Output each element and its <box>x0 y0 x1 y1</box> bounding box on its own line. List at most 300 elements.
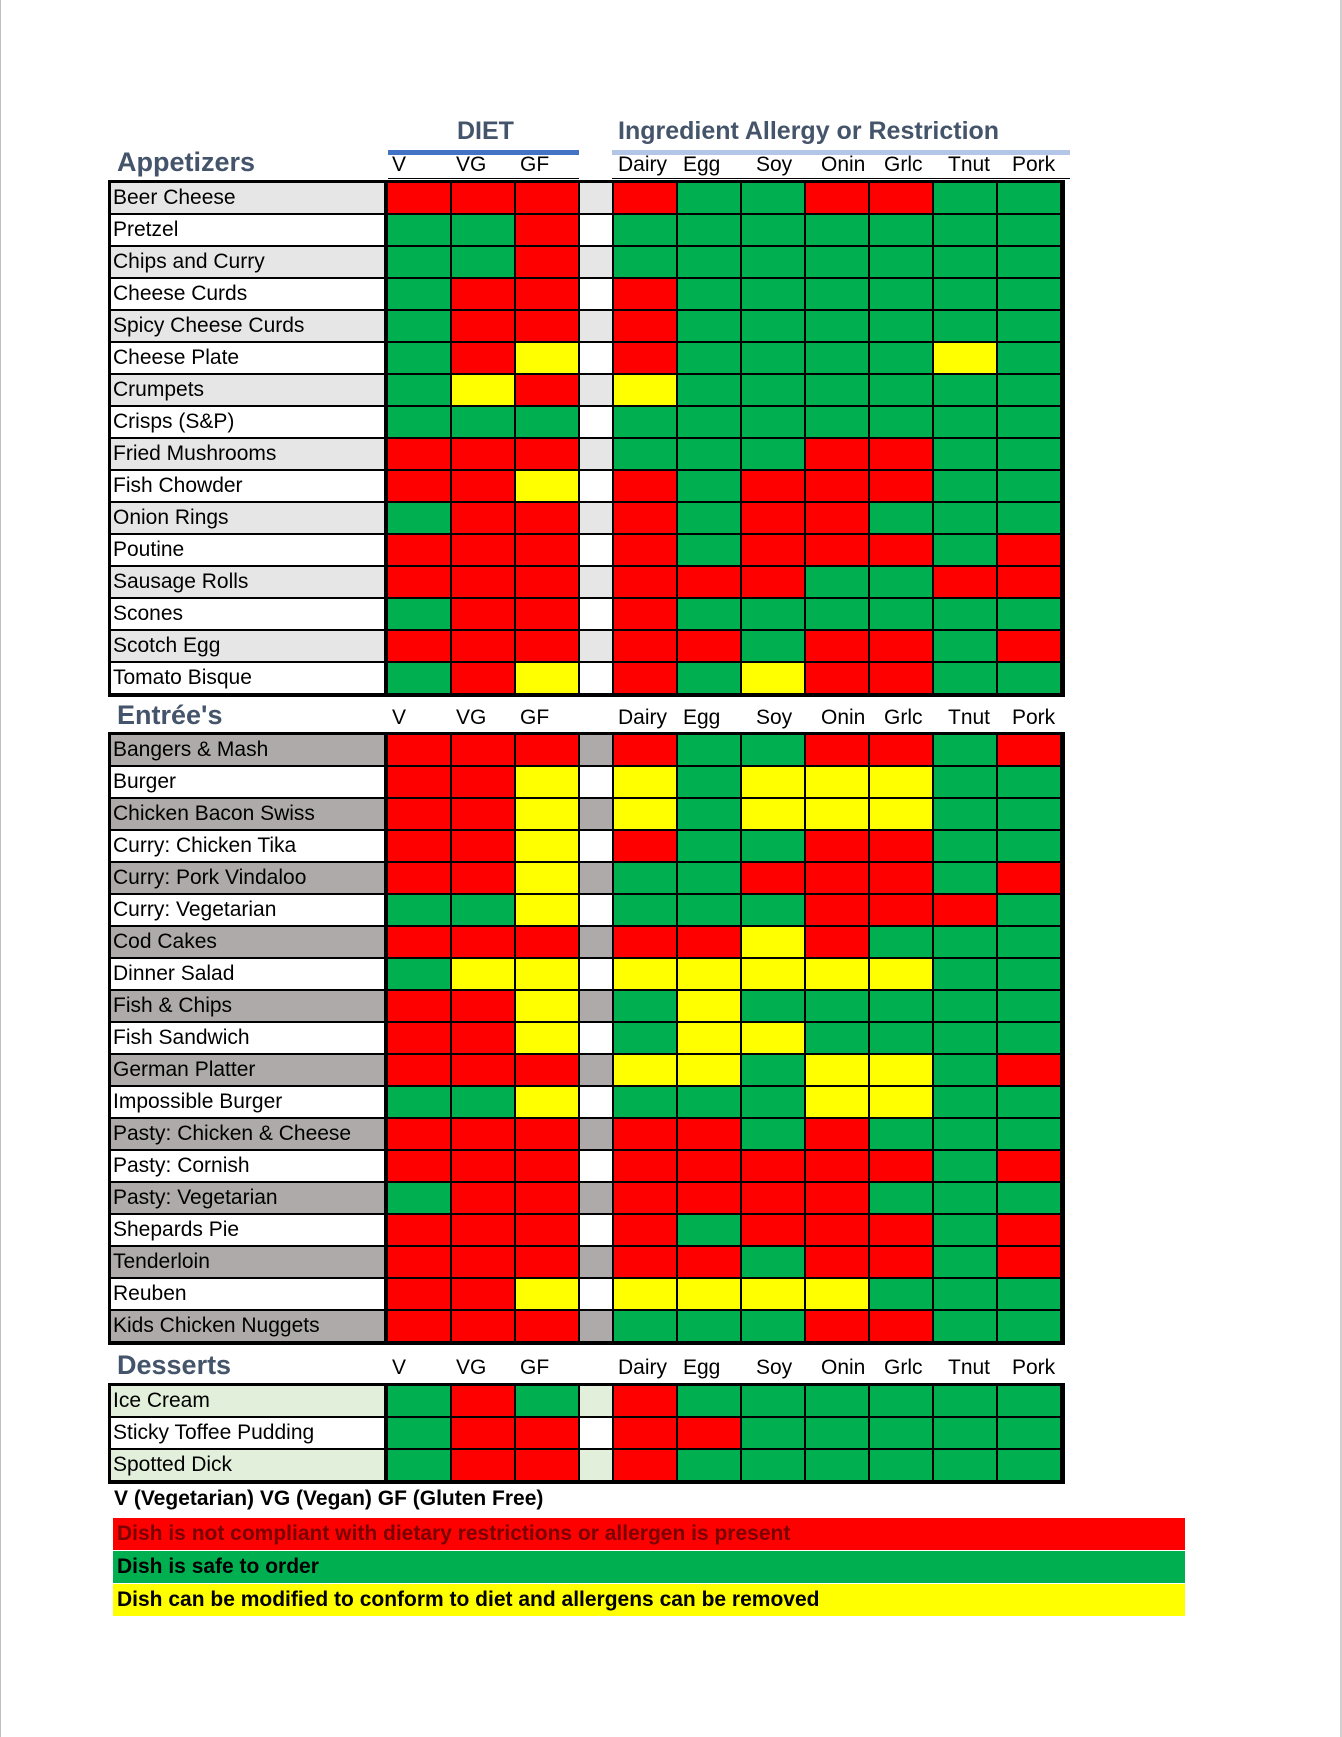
status-cell-green <box>614 895 676 925</box>
status-cell-red <box>452 735 514 765</box>
section-title: Appetizers <box>117 147 256 177</box>
status-cell-green <box>934 439 996 469</box>
status-cell-red <box>870 439 932 469</box>
status-cell-green <box>388 1386 450 1416</box>
spacer-cell <box>580 439 612 469</box>
status-cell-green <box>998 1311 1060 1341</box>
status-cell-red <box>870 735 932 765</box>
status-cell-red <box>678 1183 740 1213</box>
status-cell-red <box>806 663 868 693</box>
status-cell-red <box>678 631 740 661</box>
status-cell-green <box>934 183 996 213</box>
table-row <box>111 183 1062 213</box>
status-cell-red <box>388 439 450 469</box>
status-cell-red <box>452 631 514 661</box>
table-row <box>111 1023 1062 1053</box>
status-cell-yellow <box>870 767 932 797</box>
status-cell-red <box>388 991 450 1021</box>
status-cell-red <box>614 1151 676 1181</box>
table-row <box>111 799 1062 829</box>
status-cell-red <box>516 1151 578 1181</box>
status-cell-red <box>452 439 514 469</box>
status-cell-green <box>870 343 932 373</box>
spacer-cell <box>580 471 612 501</box>
column-header-dairy: Dairy <box>618 706 668 729</box>
status-cell-green <box>934 311 996 341</box>
status-cell-red <box>452 799 514 829</box>
status-cell-green <box>806 1023 868 1053</box>
table-row <box>111 279 1062 309</box>
status-cell-red <box>870 1311 932 1341</box>
status-cell-green <box>998 1087 1060 1117</box>
status-cell-red <box>452 1023 514 1053</box>
status-cell-red <box>388 631 450 661</box>
status-cell-green <box>806 311 868 341</box>
spacer-cell <box>580 895 612 925</box>
status-cell-green <box>742 631 804 661</box>
status-cell-red <box>516 599 578 629</box>
table-row <box>111 439 1062 469</box>
table-row <box>111 247 1062 277</box>
column-header-v: V <box>392 706 407 729</box>
spacer-cell <box>580 247 612 277</box>
column-header-vg: VG <box>456 153 487 176</box>
status-cell-green <box>934 799 996 829</box>
status-cell-red <box>806 471 868 501</box>
status-cell-green <box>678 895 740 925</box>
status-cell-red <box>614 535 676 565</box>
table-row <box>111 1279 1062 1309</box>
status-cell-green <box>934 503 996 533</box>
status-cell-green <box>678 535 740 565</box>
dish-name: Pasty: Chicken & Cheese <box>111 1119 384 1149</box>
status-cell-red <box>388 1023 450 1053</box>
status-cell-green <box>742 1055 804 1085</box>
spacer-cell <box>580 959 612 989</box>
status-cell-green <box>870 215 932 245</box>
status-cell-red <box>678 1119 740 1149</box>
dish-name: Curry: Chicken Tika <box>111 831 384 861</box>
status-cell-green <box>806 1386 868 1416</box>
status-cell-green <box>934 1215 996 1245</box>
status-cell-green <box>998 215 1060 245</box>
table-row <box>111 767 1062 797</box>
status-cell-red <box>806 535 868 565</box>
column-header-vg: VG <box>456 706 487 729</box>
status-cell-green <box>870 279 932 309</box>
status-cell-green <box>388 407 450 437</box>
status-cell-red <box>516 1450 578 1480</box>
status-cell-yellow <box>516 1279 578 1309</box>
status-cell-red <box>614 343 676 373</box>
status-cell-green <box>998 183 1060 213</box>
column-header-dairy: Dairy <box>618 1356 668 1379</box>
status-cell-red <box>388 183 450 213</box>
status-cell-green <box>614 247 676 277</box>
status-cell-red <box>452 1450 514 1480</box>
status-cell-red <box>516 1119 578 1149</box>
status-cell-red <box>678 1418 740 1448</box>
spacer-cell <box>580 735 612 765</box>
status-cell-green <box>742 1087 804 1117</box>
status-cell-green <box>742 1119 804 1149</box>
spacer-cell <box>580 1087 612 1117</box>
table-row <box>111 311 1062 341</box>
status-cell-red <box>870 631 932 661</box>
status-cell-red <box>998 863 1060 893</box>
spacer-cell <box>580 799 612 829</box>
table-row <box>111 991 1062 1021</box>
status-cell-red <box>614 311 676 341</box>
status-cell-red <box>614 1215 676 1245</box>
status-cell-green <box>870 1183 932 1213</box>
status-cell-green <box>678 183 740 213</box>
dish-name: Cheese Plate <box>111 343 384 373</box>
status-cell-red <box>452 343 514 373</box>
status-cell-green <box>934 247 996 277</box>
status-cell-yellow <box>614 799 676 829</box>
status-cell-red <box>614 599 676 629</box>
status-cell-yellow <box>806 1087 868 1117</box>
status-cell-red <box>742 471 804 501</box>
spacer-cell <box>580 1311 612 1341</box>
status-cell-red <box>870 1215 932 1245</box>
status-cell-red <box>388 831 450 861</box>
status-cell-red <box>870 1247 932 1277</box>
status-cell-green <box>934 375 996 405</box>
table-row <box>111 567 1062 597</box>
column-header-soy: Soy <box>756 1356 793 1379</box>
status-cell-red <box>742 1151 804 1181</box>
status-cell-red <box>614 1386 676 1416</box>
status-cell-yellow <box>742 663 804 693</box>
status-cell-green <box>806 1450 868 1480</box>
status-cell-green <box>614 215 676 245</box>
status-cell-red <box>516 1311 578 1341</box>
dish-name: Tenderloin <box>111 1247 384 1277</box>
status-cell-yellow <box>870 1087 932 1117</box>
status-cell-green <box>998 1023 1060 1053</box>
status-cell-green <box>678 247 740 277</box>
status-cell-red <box>452 599 514 629</box>
status-cell-green <box>806 991 868 1021</box>
status-cell-red <box>516 535 578 565</box>
status-cell-green <box>934 471 996 501</box>
status-cell-green <box>388 503 450 533</box>
spacer-cell <box>580 1386 612 1416</box>
status-cell-green <box>678 311 740 341</box>
status-cell-green <box>742 407 804 437</box>
spacer-cell <box>580 535 612 565</box>
status-cell-green <box>998 247 1060 277</box>
status-cell-green <box>934 215 996 245</box>
column-header-gf: GF <box>520 706 550 729</box>
status-cell-yellow <box>614 959 676 989</box>
table-row <box>111 631 1062 661</box>
status-cell-green <box>614 439 676 469</box>
column-header-pork: Pork <box>1012 1356 1056 1379</box>
column-header-v: V <box>392 153 407 176</box>
status-cell-green <box>614 407 676 437</box>
status-cell-green <box>998 1119 1060 1149</box>
column-header-grlc: Grlc <box>884 153 923 176</box>
spacer-cell <box>580 831 612 861</box>
status-cell-red <box>614 471 676 501</box>
dish-name: Fried Mushrooms <box>111 439 384 469</box>
dish-name: Fish & Chips <box>111 991 384 1021</box>
status-cell-green <box>934 767 996 797</box>
spacer-cell <box>580 1119 612 1149</box>
status-cell-green <box>678 799 740 829</box>
status-cell-red <box>388 567 450 597</box>
status-cell-green <box>998 991 1060 1021</box>
table-row <box>111 215 1062 245</box>
status-cell-green <box>998 927 1060 957</box>
status-cell-green <box>998 1418 1060 1448</box>
status-cell-green <box>998 279 1060 309</box>
status-cell-red <box>806 439 868 469</box>
spacer-cell <box>580 631 612 661</box>
status-cell-green <box>934 1450 996 1480</box>
status-cell-yellow <box>516 895 578 925</box>
status-cell-green <box>806 247 868 277</box>
status-cell-green <box>742 1247 804 1277</box>
dish-name: Cod Cakes <box>111 927 384 957</box>
status-cell-green <box>614 1087 676 1117</box>
status-cell-green <box>806 599 868 629</box>
status-cell-red <box>998 1215 1060 1245</box>
spacer-cell <box>580 503 612 533</box>
spacer-cell <box>580 927 612 957</box>
status-cell-red <box>614 183 676 213</box>
dish-name: Pretzel <box>111 215 384 245</box>
column-header-gf: GF <box>520 1356 550 1379</box>
status-cell-red <box>742 567 804 597</box>
status-cell-yellow <box>742 799 804 829</box>
status-cell-green <box>870 311 932 341</box>
status-cell-green <box>516 1386 578 1416</box>
status-cell-yellow <box>452 375 514 405</box>
dish-name: Pasty: Cornish <box>111 1151 384 1181</box>
status-cell-red <box>516 247 578 277</box>
column-header-pork: Pork <box>1012 706 1056 729</box>
status-cell-red <box>614 927 676 957</box>
status-cell-red <box>516 927 578 957</box>
status-cell-red <box>806 1311 868 1341</box>
status-cell-red <box>452 831 514 861</box>
status-cell-red <box>388 1055 450 1085</box>
column-header-egg: Egg <box>683 1356 721 1379</box>
status-cell-red <box>806 831 868 861</box>
column-header-soy: Soy <box>756 153 793 176</box>
status-cell-red <box>998 735 1060 765</box>
status-cell-green <box>614 1311 676 1341</box>
section-grid <box>108 732 1065 1345</box>
dish-name: Fish Sandwich <box>111 1023 384 1053</box>
status-cell-green <box>870 927 932 957</box>
spacer-cell <box>580 1151 612 1181</box>
status-cell-yellow <box>742 959 804 989</box>
status-cell-green <box>806 407 868 437</box>
status-cell-yellow <box>742 767 804 797</box>
status-cell-green <box>516 407 578 437</box>
status-cell-red <box>870 471 932 501</box>
status-cell-green <box>388 663 450 693</box>
status-cell-yellow <box>516 343 578 373</box>
status-cell-green <box>806 1418 868 1448</box>
status-cell-yellow <box>678 959 740 989</box>
status-cell-yellow <box>806 767 868 797</box>
section-title: Desserts <box>117 1350 232 1380</box>
status-cell-yellow <box>806 959 868 989</box>
status-cell-green <box>806 567 868 597</box>
status-cell-green <box>998 831 1060 861</box>
status-cell-green <box>388 959 450 989</box>
legend-item: Dish is not compliant with dietary restrictions or allergen is present <box>113 1518 1185 1550</box>
table-row <box>111 959 1062 989</box>
status-cell-red <box>452 1418 514 1448</box>
dish-name: Scones <box>111 599 384 629</box>
status-cell-green <box>678 343 740 373</box>
status-cell-green <box>388 279 450 309</box>
status-cell-red <box>452 471 514 501</box>
status-cell-green <box>388 1450 450 1480</box>
table-row <box>111 1450 1062 1480</box>
status-cell-yellow <box>516 1023 578 1053</box>
status-cell-red <box>806 1183 868 1213</box>
status-cell-red <box>388 471 450 501</box>
status-cell-yellow <box>742 927 804 957</box>
status-cell-red <box>452 1279 514 1309</box>
table-row <box>111 599 1062 629</box>
status-cell-red <box>516 375 578 405</box>
status-cell-red <box>452 1151 514 1181</box>
status-cell-red <box>870 895 932 925</box>
spacer-cell <box>580 991 612 1021</box>
status-cell-red <box>806 631 868 661</box>
status-cell-green <box>806 215 868 245</box>
status-cell-yellow <box>614 767 676 797</box>
status-cell-red <box>452 567 514 597</box>
status-cell-yellow <box>806 1279 868 1309</box>
status-cell-yellow <box>516 663 578 693</box>
status-cell-green <box>934 1418 996 1448</box>
table-row <box>111 863 1062 893</box>
status-cell-green <box>870 1023 932 1053</box>
status-cell-red <box>870 183 932 213</box>
status-cell-red <box>742 1215 804 1245</box>
status-cell-red <box>806 1215 868 1245</box>
status-cell-green <box>870 375 932 405</box>
status-cell-red <box>806 927 868 957</box>
status-cell-red <box>388 1279 450 1309</box>
status-cell-yellow <box>870 959 932 989</box>
status-cell-red <box>806 183 868 213</box>
status-cell-green <box>678 1450 740 1480</box>
table-row <box>111 407 1062 437</box>
spacer-cell <box>580 1450 612 1480</box>
status-cell-green <box>998 311 1060 341</box>
status-cell-green <box>452 895 514 925</box>
spacer-cell <box>580 375 612 405</box>
status-cell-green <box>870 599 932 629</box>
status-cell-red <box>452 1119 514 1149</box>
table-row <box>111 375 1062 405</box>
spacer-cell <box>580 1279 612 1309</box>
spacer-cell <box>580 663 612 693</box>
column-header-tnut: Tnut <box>948 706 991 729</box>
status-cell-green <box>998 1183 1060 1213</box>
status-cell-red <box>806 1151 868 1181</box>
status-cell-green <box>452 407 514 437</box>
status-cell-red <box>452 1311 514 1341</box>
status-cell-green <box>388 375 450 405</box>
status-cell-green <box>934 959 996 989</box>
legend-item: Dish is safe to order <box>113 1551 1185 1583</box>
status-cell-green <box>678 1087 740 1117</box>
column-header-pork: Pork <box>1012 153 1056 176</box>
status-cell-red <box>806 1119 868 1149</box>
table-row <box>111 1119 1062 1149</box>
status-cell-green <box>998 375 1060 405</box>
status-cell-green <box>452 215 514 245</box>
column-header-dairy: Dairy <box>618 153 668 176</box>
status-cell-red <box>452 767 514 797</box>
status-cell-red <box>934 567 996 597</box>
status-cell-yellow <box>516 863 578 893</box>
column-header-onin: Onin <box>821 706 866 729</box>
status-cell-yellow <box>516 831 578 861</box>
dish-name: Burger <box>111 767 384 797</box>
status-cell-red <box>678 567 740 597</box>
spacer-cell <box>580 1247 612 1277</box>
status-cell-red <box>678 927 740 957</box>
status-cell-green <box>678 439 740 469</box>
status-cell-red <box>870 1151 932 1181</box>
status-cell-green <box>742 735 804 765</box>
spacer-cell <box>580 311 612 341</box>
section-grid <box>108 180 1065 697</box>
status-cell-green <box>934 663 996 693</box>
status-cell-green <box>742 311 804 341</box>
column-header-egg: Egg <box>683 706 721 729</box>
status-cell-red <box>870 863 932 893</box>
status-cell-red <box>614 631 676 661</box>
status-cell-red <box>388 735 450 765</box>
status-cell-red <box>614 663 676 693</box>
status-cell-green <box>678 831 740 861</box>
status-cell-green <box>934 599 996 629</box>
status-cell-green <box>934 1279 996 1309</box>
column-header-tnut: Tnut <box>948 153 991 176</box>
dish-name: Ice Cream <box>111 1386 384 1416</box>
status-cell-red <box>806 503 868 533</box>
status-cell-red <box>614 735 676 765</box>
status-cell-yellow <box>806 799 868 829</box>
dish-name: Crisps (S&P) <box>111 407 384 437</box>
status-cell-red <box>742 503 804 533</box>
status-cell-yellow <box>516 471 578 501</box>
column-header-gf: GF <box>520 153 550 176</box>
dish-name: Shepards Pie <box>111 1215 384 1245</box>
legend-item: Dish can be modified to conform to diet and allergens can be removed <box>113 1584 1185 1616</box>
dish-name: Beer Cheese <box>111 183 384 213</box>
page-edge <box>0 0 1 1737</box>
status-cell-green <box>934 1247 996 1277</box>
status-cell-green <box>742 183 804 213</box>
status-cell-yellow <box>678 991 740 1021</box>
status-cell-green <box>870 503 932 533</box>
